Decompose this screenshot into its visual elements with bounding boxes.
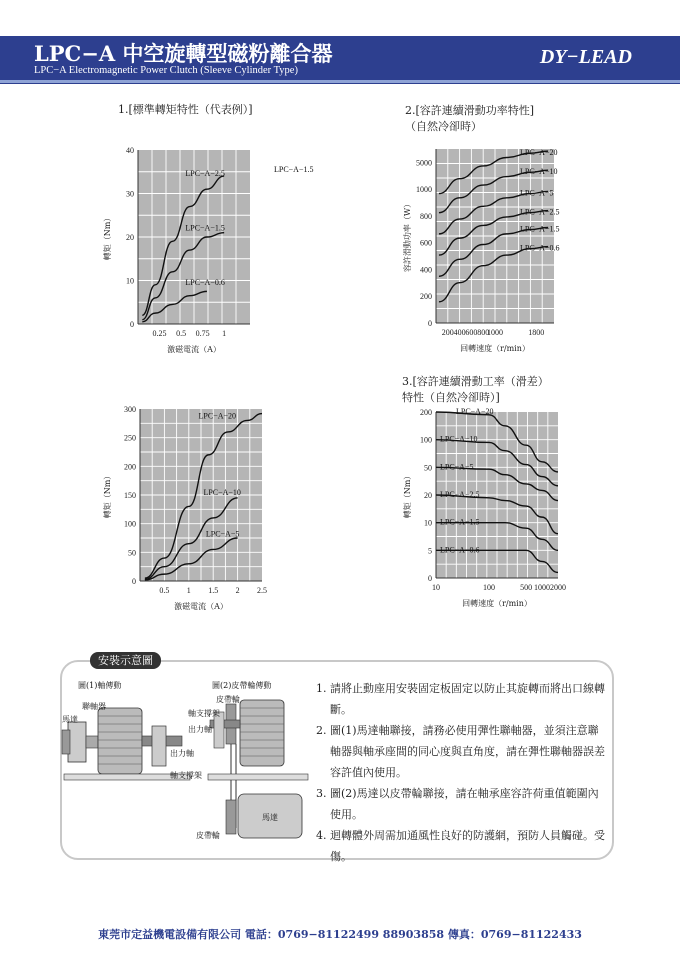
y-axis-label: 轉矩（Nm）: [103, 471, 112, 519]
series-label: LPC−A−5: [440, 462, 474, 472]
series-label: LPC−A−10: [203, 488, 241, 497]
base-plate-2: [208, 774, 308, 780]
y-tick-label: 150: [124, 491, 136, 500]
chart-svg: [100, 146, 314, 358]
y-axis-label: 轉矩（Nm）: [403, 471, 412, 519]
y-tick-label: 0: [132, 577, 136, 586]
y-tick-label: 0: [428, 319, 432, 328]
y-tick-label: 1000: [416, 185, 432, 195]
y-tick-label: 0: [130, 320, 134, 329]
y-axis-label: 轉矩（Nm）: [103, 213, 112, 261]
y-tick-label: 800: [420, 211, 432, 221]
x-tick-label: 800: [477, 328, 490, 337]
x-tick-label: 1.5: [208, 586, 219, 595]
x-tick-label: 2.5: [257, 586, 267, 595]
y-tick-label: 100: [124, 519, 136, 529]
y-axis-label: 容許滑動功率（W）: [403, 199, 412, 273]
x-axis-label: 激磁電流（A）: [174, 602, 228, 611]
series-label: LPC−A−1.5: [185, 223, 225, 233]
label-output-shaft-2: 出力軸: [188, 725, 212, 734]
y-tick-label: 10: [424, 518, 432, 528]
chart-svg: [100, 403, 280, 613]
x-tick-label: 1000: [534, 583, 551, 592]
x-tick-label: 500: [520, 583, 533, 592]
series-label: LPC−A−10: [520, 167, 558, 177]
y-tick-label: 30: [126, 189, 134, 199]
brand-logo: DY−LEAD: [539, 46, 632, 68]
label-bearing-seat: 軸支撐架: [170, 771, 202, 780]
x-axis-label: 回轉速度（r/min）: [462, 599, 532, 608]
y-tick-label: 100: [420, 435, 432, 445]
x-tick-label: 10: [432, 583, 440, 592]
y-tick-label: 20: [424, 491, 432, 500]
series-label: LPC−A−20: [198, 411, 237, 421]
y-tick-label: 600: [420, 238, 432, 248]
chart-svg: [400, 407, 570, 615]
x-tick-label: 1800: [528, 328, 545, 337]
y-tick-label: 50: [128, 548, 136, 558]
bearing-seat-part: [152, 726, 166, 766]
x-tick-label: 600: [465, 328, 478, 337]
motor-end: [62, 730, 70, 754]
y-tick-label: 20: [126, 233, 134, 242]
y-tick-label: 200: [124, 462, 136, 472]
x-tick-label: 0.25: [152, 329, 167, 338]
y-tick-label: 200: [420, 292, 432, 302]
x-tick-label: 100: [483, 583, 496, 592]
x-tick-label: 2000: [550, 583, 566, 592]
x-axis-label: 激磁電流（A）: [167, 345, 221, 354]
y-tick-label: 10: [126, 276, 134, 286]
label-bearing-seat-2: 軸支撐架: [188, 709, 220, 718]
y-tick-label: 40: [126, 146, 134, 155]
outside-series-label: LPC−A−1.5: [274, 165, 314, 174]
fig2-title: 圖(2)皮帶輪傳動: [212, 681, 272, 690]
series-label: LPC−A−2.5: [520, 207, 560, 217]
y-tick-label: 300: [124, 405, 136, 414]
series-label: LPC−A−0.6: [440, 545, 480, 555]
series-label: LPC−A−20: [520, 148, 558, 158]
header-banner: [0, 36, 680, 84]
note-item: 1. 請將止動座用安裝固定板固定以防止其旋轉而將出口線轉斷。: [316, 682, 605, 716]
chart2-title: 2.[容許連續滑動功率特性] （自然冷卻時）: [405, 104, 535, 133]
label-coupling: 聯軸器: [82, 702, 106, 711]
header-strip: [0, 80, 680, 83]
series-label: LPC−A−5: [520, 188, 554, 198]
y-tick-label: 5000: [416, 158, 432, 168]
label-belt-pulley: 皮帶輪: [196, 831, 220, 840]
title-cn: LPC−A 中空旋轉型磁粉離合器: [34, 41, 333, 66]
series-label: LPC−A−2.5: [440, 490, 480, 499]
y-tick-label: 50: [424, 463, 432, 473]
x-tick-label: 200: [441, 328, 454, 337]
chart-torque-small: [100, 146, 314, 358]
label-output-shaft: 出力軸: [170, 749, 194, 758]
install-tag: 安裝示意圖: [90, 652, 161, 669]
x-tick-label: 400: [453, 328, 466, 337]
chart-torque-large: [100, 403, 280, 613]
x-tick-label: 1: [222, 329, 227, 338]
series-label: LPC−A−10: [440, 434, 478, 444]
series-label: LPC−A−1.5: [440, 517, 480, 527]
x-tick-label: 1: [186, 586, 191, 595]
motor-body: [68, 722, 86, 762]
y-tick-label: 200: [420, 408, 432, 417]
x-tick-label: 0.75: [195, 329, 210, 338]
title-en: LPC−A Electromagnetic Power Clutch (Sleeve Cylinder Type): [34, 65, 298, 76]
y-tick-label: 5: [428, 546, 432, 556]
label-pulley: 皮帶輪: [216, 695, 240, 704]
x-tick-label: 0.5: [159, 586, 170, 595]
footer-contact: 東莞市定益機電設備有限公司 電話：0769−81122499 88903858 傳真：0769−81122433: [98, 928, 582, 941]
series-label: LPC−A−0.6: [520, 243, 560, 253]
note-item: 2. 圖(1)馬達軸聯接，請務必使用彈性聯軸器，並須注意聯軸器與軸承座間的同心度與直角度，請在彈性聯軸器誤差容許值內使用。: [316, 724, 605, 779]
motor-pulley-part: [226, 800, 236, 834]
fig1-title: 圖(1)軸傳動: [78, 681, 122, 690]
series-label: LPC−A−0.6: [185, 277, 225, 287]
series-label: LPC−A−1.5: [520, 224, 560, 234]
series-label: LPC−A−2.5: [185, 169, 225, 179]
label-motor: 馬達: [62, 715, 78, 724]
x-axis-label: 回轉速度（r/min）: [460, 344, 530, 353]
note-item: 3. 圖(2)馬達以皮帶輪聯接，請在軸承座容許荷重值範圍內使用。: [316, 787, 599, 821]
x-tick-label: 0.5: [176, 329, 187, 338]
chart-svg: [400, 145, 570, 355]
x-tick-label: 2: [235, 586, 240, 595]
x-tick-label: 1000: [487, 328, 503, 337]
install-notes: [316, 678, 606, 867]
y-tick-label: 250: [124, 433, 136, 443]
coupling-part: [86, 736, 98, 748]
series-label: LPC−A−20: [456, 407, 494, 416]
chart4-title: 3.[容許連續滑動工率（滑差） 特性（自然冷卻時）]: [402, 375, 549, 404]
chart-slip-torque: [400, 407, 570, 615]
note-item: 4. 迴轉體外周需加通風性良好的防護網，預防人員觸碰。受傷。: [316, 829, 605, 863]
y-tick-label: 0: [428, 574, 432, 583]
series-label: LPC−A−5: [205, 529, 240, 539]
chart-slip-power: [400, 145, 570, 355]
y-tick-label: 400: [420, 265, 432, 275]
label-motor-2: 馬達: [262, 813, 278, 822]
chart1-title: 1.[標準轉矩特性（代表例）]: [118, 103, 253, 116]
